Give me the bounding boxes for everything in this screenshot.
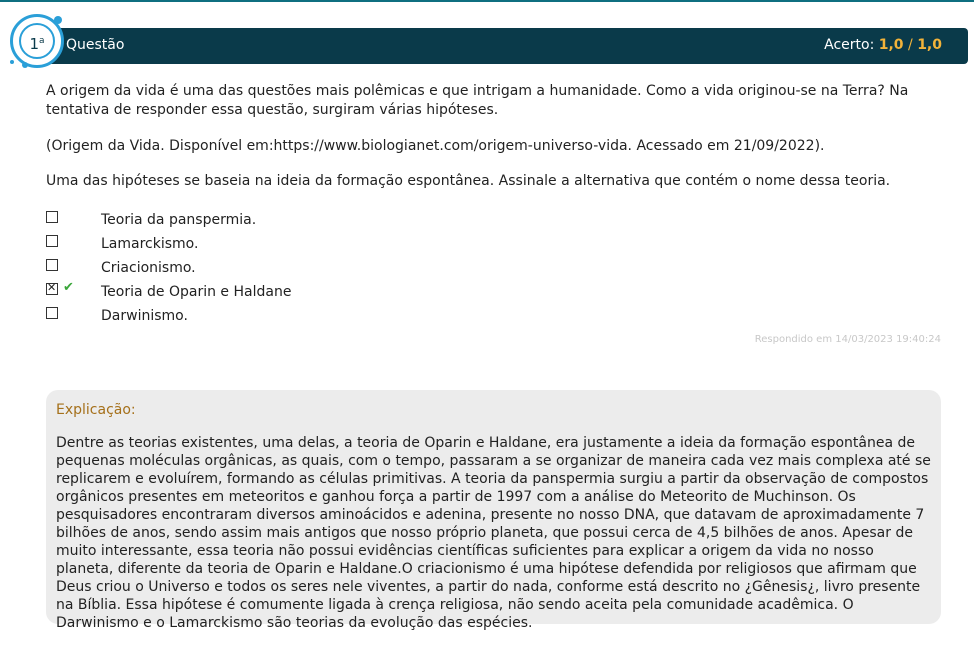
option-label: Teoria da panspermia. (101, 212, 257, 228)
option-checkbox[interactable] (46, 307, 58, 319)
question-prompt: Uma das hipóteses se baseia na ideia da formação espontânea. Assinale a alternativa que contém o nome dessa teoria. (46, 173, 891, 189)
question-number: 1$^a$ (19, 23, 55, 59)
option-label: Darwinismo. (101, 308, 188, 324)
score-value: 1,0 (878, 37, 904, 53)
explanation-panel (46, 390, 941, 631)
question-header-bar (36, 28, 968, 64)
answer-options (46, 211, 646, 331)
score-display (824, 37, 942, 53)
explanation-title: Explicação: (56, 402, 136, 418)
badge-decoration-dot (54, 16, 62, 24)
score-max: 1,0 (917, 37, 942, 53)
badge-decoration-dot (22, 62, 28, 68)
option-label: Lamarckismo. (101, 236, 199, 252)
option-label: Criacionismo. (101, 260, 196, 276)
answer-option[interactable] (46, 307, 646, 331)
answer-option-selected[interactable] (46, 280, 646, 307)
badge-decoration-dot (10, 60, 14, 64)
question-title: Questão (66, 37, 125, 53)
option-checkbox[interactable] (46, 211, 58, 223)
answer-option[interactable] (46, 259, 646, 283)
top-border-line (0, 0, 974, 2)
question-source: (Origem da Vida. Disponível em:https://www.biologianet.com/origem-universo-vida. Acessado em 21/09/2022). (46, 138, 825, 154)
answered-timestamp: Respondido em 14/03/2023 19:40:24 (754, 334, 941, 345)
score-label: Acerto: (824, 37, 875, 53)
option-checkbox[interactable] (46, 235, 58, 247)
answer-option[interactable] (46, 235, 646, 259)
option-checkbox-checked[interactable] (46, 283, 58, 295)
option-label: Teoria de Oparin e Haldane (101, 284, 292, 300)
question-paragraph: A origem da vida é uma das questões mais polêmicas e que intrigam a humanidade. Como a vida originou-se na Terra? Na tentativa de responder essa questão, surgiram várias hipóteses. (46, 83, 909, 118)
option-checkbox[interactable] (46, 259, 58, 271)
answer-option[interactable] (46, 211, 646, 235)
explanation-text: Dentre as teorias existentes, uma delas, a teoria de Oparin e Haldane, era justamente a ideia da formação espontânea de pequenas moléculas orgânicas, as quais, com o tempo, passaram a se organizar de maneira cada vez mais complexa até se replicarem e evoluírem, formando as células primitivas. A teoria da panspermia surgiu a partir da observação de compostos orgânicos presentes em meteoritos e ganhou força a partir de 1997 com a análise do Meteorito de Muchinson. Os pesquisadores encontraram diversos aminoácidos e adenina, presente no nosso DNA, que datavam de aproximadamente 7 bilhões de anos, sendo assim mais antigos que nosso próprio planeta, que possui cerca de 4,5 bilhões de anos. Apesar de muito interessante, essa teoria não possui evidências científicas suficientes para explicar a origem da vida no nosso planeta, diferente da teoria de Oparin e Haldane.O criacionismo é uma hipótese defendida por religiosos que afirmam que Deus criou o Universo e todos os seres nele viventes, a partir do nada, conforme está descrito no ¿Gênesis¿, livro presente na Bíblia. Essa hipótese é comumente ligada à crença religiosa, não sendo aceita pela comunidade acadêmica. O Darwinismo e o Lamarckismo são teorias da evolução das espécies. (56, 435, 931, 631)
score-separator: / (908, 37, 913, 53)
correct-check-icon: ✔ (63, 280, 74, 295)
